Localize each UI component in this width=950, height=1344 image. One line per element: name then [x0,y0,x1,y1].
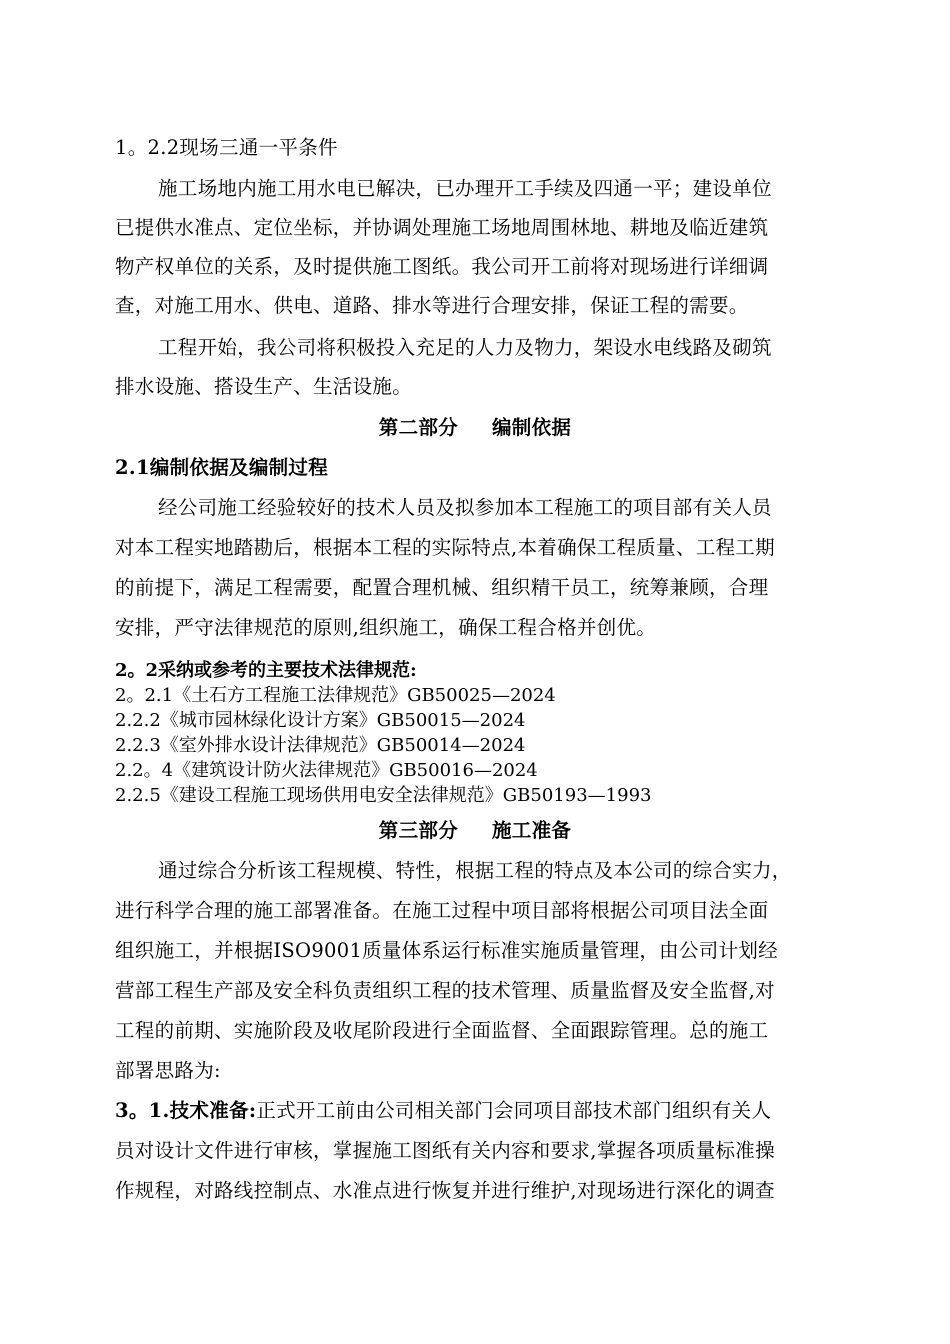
paragraph-line: 作规程，对路线控制点、水准点进行恢复并进行维护,对现场进行深化的调查 [115,1179,775,1202]
paragraph-line: 工程开始，我公司将积极投入充足的人力及物力，架设水电线路及砌筑 [158,336,772,359]
paragraph-line: 部署思路为: [115,1059,221,1082]
standard-item: 2.2。4《建筑设计防火法律规范》GB50016—2024 [115,760,538,781]
paragraph-line: 安排，严守法律规范的原则,组织施工，确保工程合格并创优。 [115,616,657,639]
part-title-name: 编制依据 [492,416,572,439]
paragraph-line: 物产权单位的关系，及时提供施工图纸。我公司开工前将对现场进行详细调 [115,255,769,278]
section-heading-1-2-2: 1。2.2现场三通一平条件 [115,136,338,159]
standard-item: 2.2.2《城市园林绿化设计方案》GB50015—2024 [115,710,526,731]
part-title-number: 第三部分 [378,819,458,842]
paragraph-line: 已提供水准点、定位坐标，并协调处理施工场地周围林地、耕地及临近建筑 [115,216,769,239]
paragraph-line: 施工场地内施工用水电已解决，已办理开工手续及四通一平；建设单位 [158,177,772,200]
paragraph-line: 排水设施、搭设生产、生活设施。 [115,375,413,398]
paragraph-line: 工程的前期、实施阶段及收尾阶段进行全面监督、全面跟踪管理。总的施工 [115,1019,769,1042]
paragraph-line: 对本工程实地踏勘后，根据本工程的实际特点,本着确保工程质量、工程工期 [115,536,775,559]
part-title-name: 施工准备 [492,819,572,842]
paragraph-line: 进行科学合理的施工部署准备。在施工过程中项目部将根据公司项目法全面 [115,899,769,922]
section-heading-2-1: 2.1编制依据及编制过程 [115,456,329,479]
item-3-1-text: 正式开工前由公司相关部门会同项目部技术部门组织有关人 [256,1099,772,1122]
part-title-3 [0,819,950,843]
standard-item: 2.2.3《室外排水设计法律规范》GB50014—2024 [115,735,526,756]
standard-item: 2。2.1《土石方工程施工法律规范》GB50025—2024 [115,685,556,706]
standard-item: 2.2.5《建设工程施工现场供用电安全法律规范》GB50193—1993 [115,785,652,806]
paragraph-line: 查，对施工用水、供电、道路、排水等进行合理安排，保证工程的需要。 [115,294,749,317]
paragraph-line: 组织施工，并根据ISO9001质量体系运行标准实施质量管理，由公司计划经 [115,939,778,962]
part-title-2 [0,416,950,440]
paragraph-line: 的前提下，满足工程需要，配置合理机械、组织精干员工，统筹兼顾，合理 [115,576,769,599]
paragraph-line: 经公司施工经验较好的技术人员及拟参加本工程施工的项目部有关人员 [158,496,772,519]
paragraph-line: 营部工程生产部及安全科负责组织工程的技术管理、质量监督及安全监督,对 [115,979,775,1002]
paragraph-line: 员对设计文件进行审核，掌握施工图纸有关内容和要求,掌握各项质量标准操 [115,1139,775,1162]
section-heading-2-2: 2。2采纳或参考的主要技术法律规范: [115,660,417,681]
part-title-number: 第二部分 [378,416,458,439]
item-3-1 [115,1099,771,1123]
paragraph-line: 通过综合分析该工程规模、特性，根据工程的特点及本公司的综合实力， [158,859,792,882]
item-3-1-label: 3。1.技术准备: [115,1099,257,1122]
